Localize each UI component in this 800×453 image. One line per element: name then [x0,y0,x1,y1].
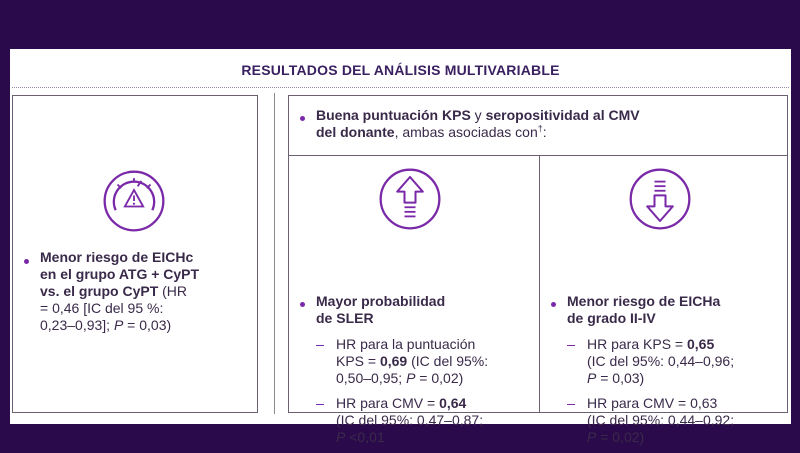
dash-marker [567,404,575,405]
mid-heading: Mayor probabilidad de SLER [316,293,446,326]
right-item-2: HR para CMV = 0,63 (IC del 95%: 0,44–0,92; P = 0,02) [587,395,735,445]
bullet [551,302,556,307]
header-text: Buena puntuación KPS y seropositividad al CMV del donante, ambas asociadas con†: [316,107,640,140]
title-divider [12,87,789,88]
slide-panel [10,49,791,445]
arrow-up-icon [377,166,443,232]
bullet [300,302,305,307]
left-panel [12,95,258,413]
header-divider [289,155,787,156]
right-heading: Menor riesgo de EICHa de grado II-IV [567,293,721,326]
subpanel-divider [539,155,540,412]
risk-gauge-warning-icon [101,168,167,234]
left-bullet-text: Menor riesgo de EICHc en el grupo ATG + CyPT vs. el grupo CyPT (HR = 0,46 [IC del 95 %: 0,23–0,93]; P = 0,03) [40,249,200,333]
page-title: RESULTADOS DEL ANÁLISIS MULTIVARIABLE [241,62,560,78]
dash-marker [316,345,324,346]
dash-marker [316,404,324,405]
mid-item-1: HR para la puntuación KPS = 0,69 (IC del 95%: 0,50–0,95; P = 0,02) [336,336,489,386]
mid-item-2: HR para CMV = 0,64 (IC del 95%: 0,47–0,87; P <0,01 [336,395,484,445]
bullet [24,259,29,264]
right-panel [288,95,788,445]
dash-marker [567,345,575,346]
arrow-down-icon [627,166,693,232]
column-divider [274,93,275,414]
bullet [300,116,305,121]
right-item-1: HR para KPS = 0,65 (IC del 95%: 0,44–0,96; P = 0,03) [587,336,735,386]
